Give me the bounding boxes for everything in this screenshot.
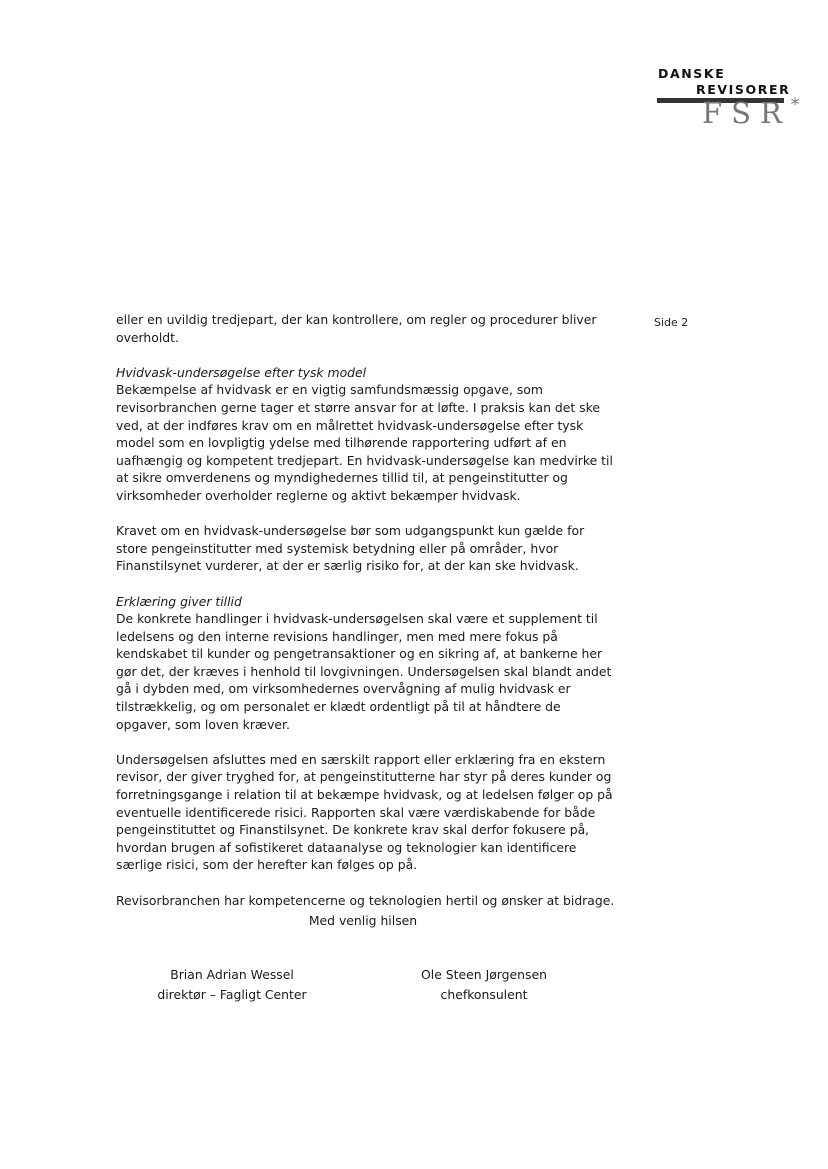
closing-greeting: Med venlig hilsen [308,913,418,928]
paragraph: Kravet om en hvidvask-undersøgelse bør som udgangspunkt kun gælde for store pengeinstitutter med systemisk betydning eller på områder, hvor Finanstilsynet vurderer, at der er særlig risiko for, at der kan ske hvidvask. [116,523,585,574]
logo-mark-star: * [790,95,800,115]
page-number-label: Side 2 [654,316,689,329]
letter-body [116,311,616,927]
signatory-title: chefkonsulent [440,987,528,1002]
section-heading: Hvidvask-undersøgelse efter tysk model [116,364,367,380]
logo-mark-text: FSR [702,96,791,130]
fsr-logo [654,66,800,136]
paragraph: eller en uvildig tredjepart, der kan kontrollere, om regler og procedurer bliver overholdt. [116,312,597,345]
logo-text-revisorer: REVISORER [696,82,791,97]
section-heading: Erklæring giver tillid [116,593,242,609]
paragraph: Revisorbranchen har kompetencerne og teknologien hertil og ønsker at bidrage. [116,892,615,908]
signatory-name: Ole Steen Jørgensen [421,967,547,982]
signature-block [132,965,332,1005]
paragraph: Bekæmpelse af hvidvask er en vigtig samfundsmæssig opgave, som revisorbranchen gerne tager et større ansvar for at løfte. I praksis kan det ske ved, at der indføres krav om en målrettet hvidvask-undersøgelse efter tysk model som en lovpligtig ydelse med tilhørende rapportering udført af en uafhængig og kompetent tredjepart. En hvidvask-undersøgelse kan medvirke til at sikre omverdenens og myndighedernes tillid til, at pengeinstitutter og virksomheder overholder reglerne og aktivt bekæmper hvidvask. [116,382,613,503]
paragraph: De konkrete handlinger i hvidvask-undersøgelsen skal være et supplement til ledelsens og den interne revisions handlinger, men med mere fokus på kendskabet til kunder og pengetransaktioner og en sikring af, at bankerne her gør det, der kræves i henhold til lovgivningen. Undersøgelsen skal blandt andet gå i dybden med, om virksomhedernes overvågning af mulig hvidvask er tilstrækkelig, og om personalet er klædt ordentligt på til at håndtere de opgaver, som loven kræver. [116,611,612,732]
signatory-title: direktør – Fagligt Center [157,987,307,1002]
signature-block [384,965,584,1005]
logo-mark [702,95,800,130]
paragraph: Undersøgelsen afsluttes med en særskilt rapport eller erklæring fra en ekstern revisor, der giver tryghed for, at pengeinstitutterne har styr på deres kunder og forretningsgange i relation til at bekæmpe hvidvask, og at ledelsen følger op på eventuelle identificerede risici. Rapporten skal være værdiskabende for både pengeinstituttet og Finanstilsynet. De konkrete krav skal derfor fokusere på, hvordan brugen af sofistikeret dataanalyse og teknologier kan identificere særlige risici, som der herefter kan følges op på. [116,751,613,873]
logo-text-danske: DANSKE [658,66,726,81]
signatory-name: Brian Adrian Wessel [170,967,294,982]
